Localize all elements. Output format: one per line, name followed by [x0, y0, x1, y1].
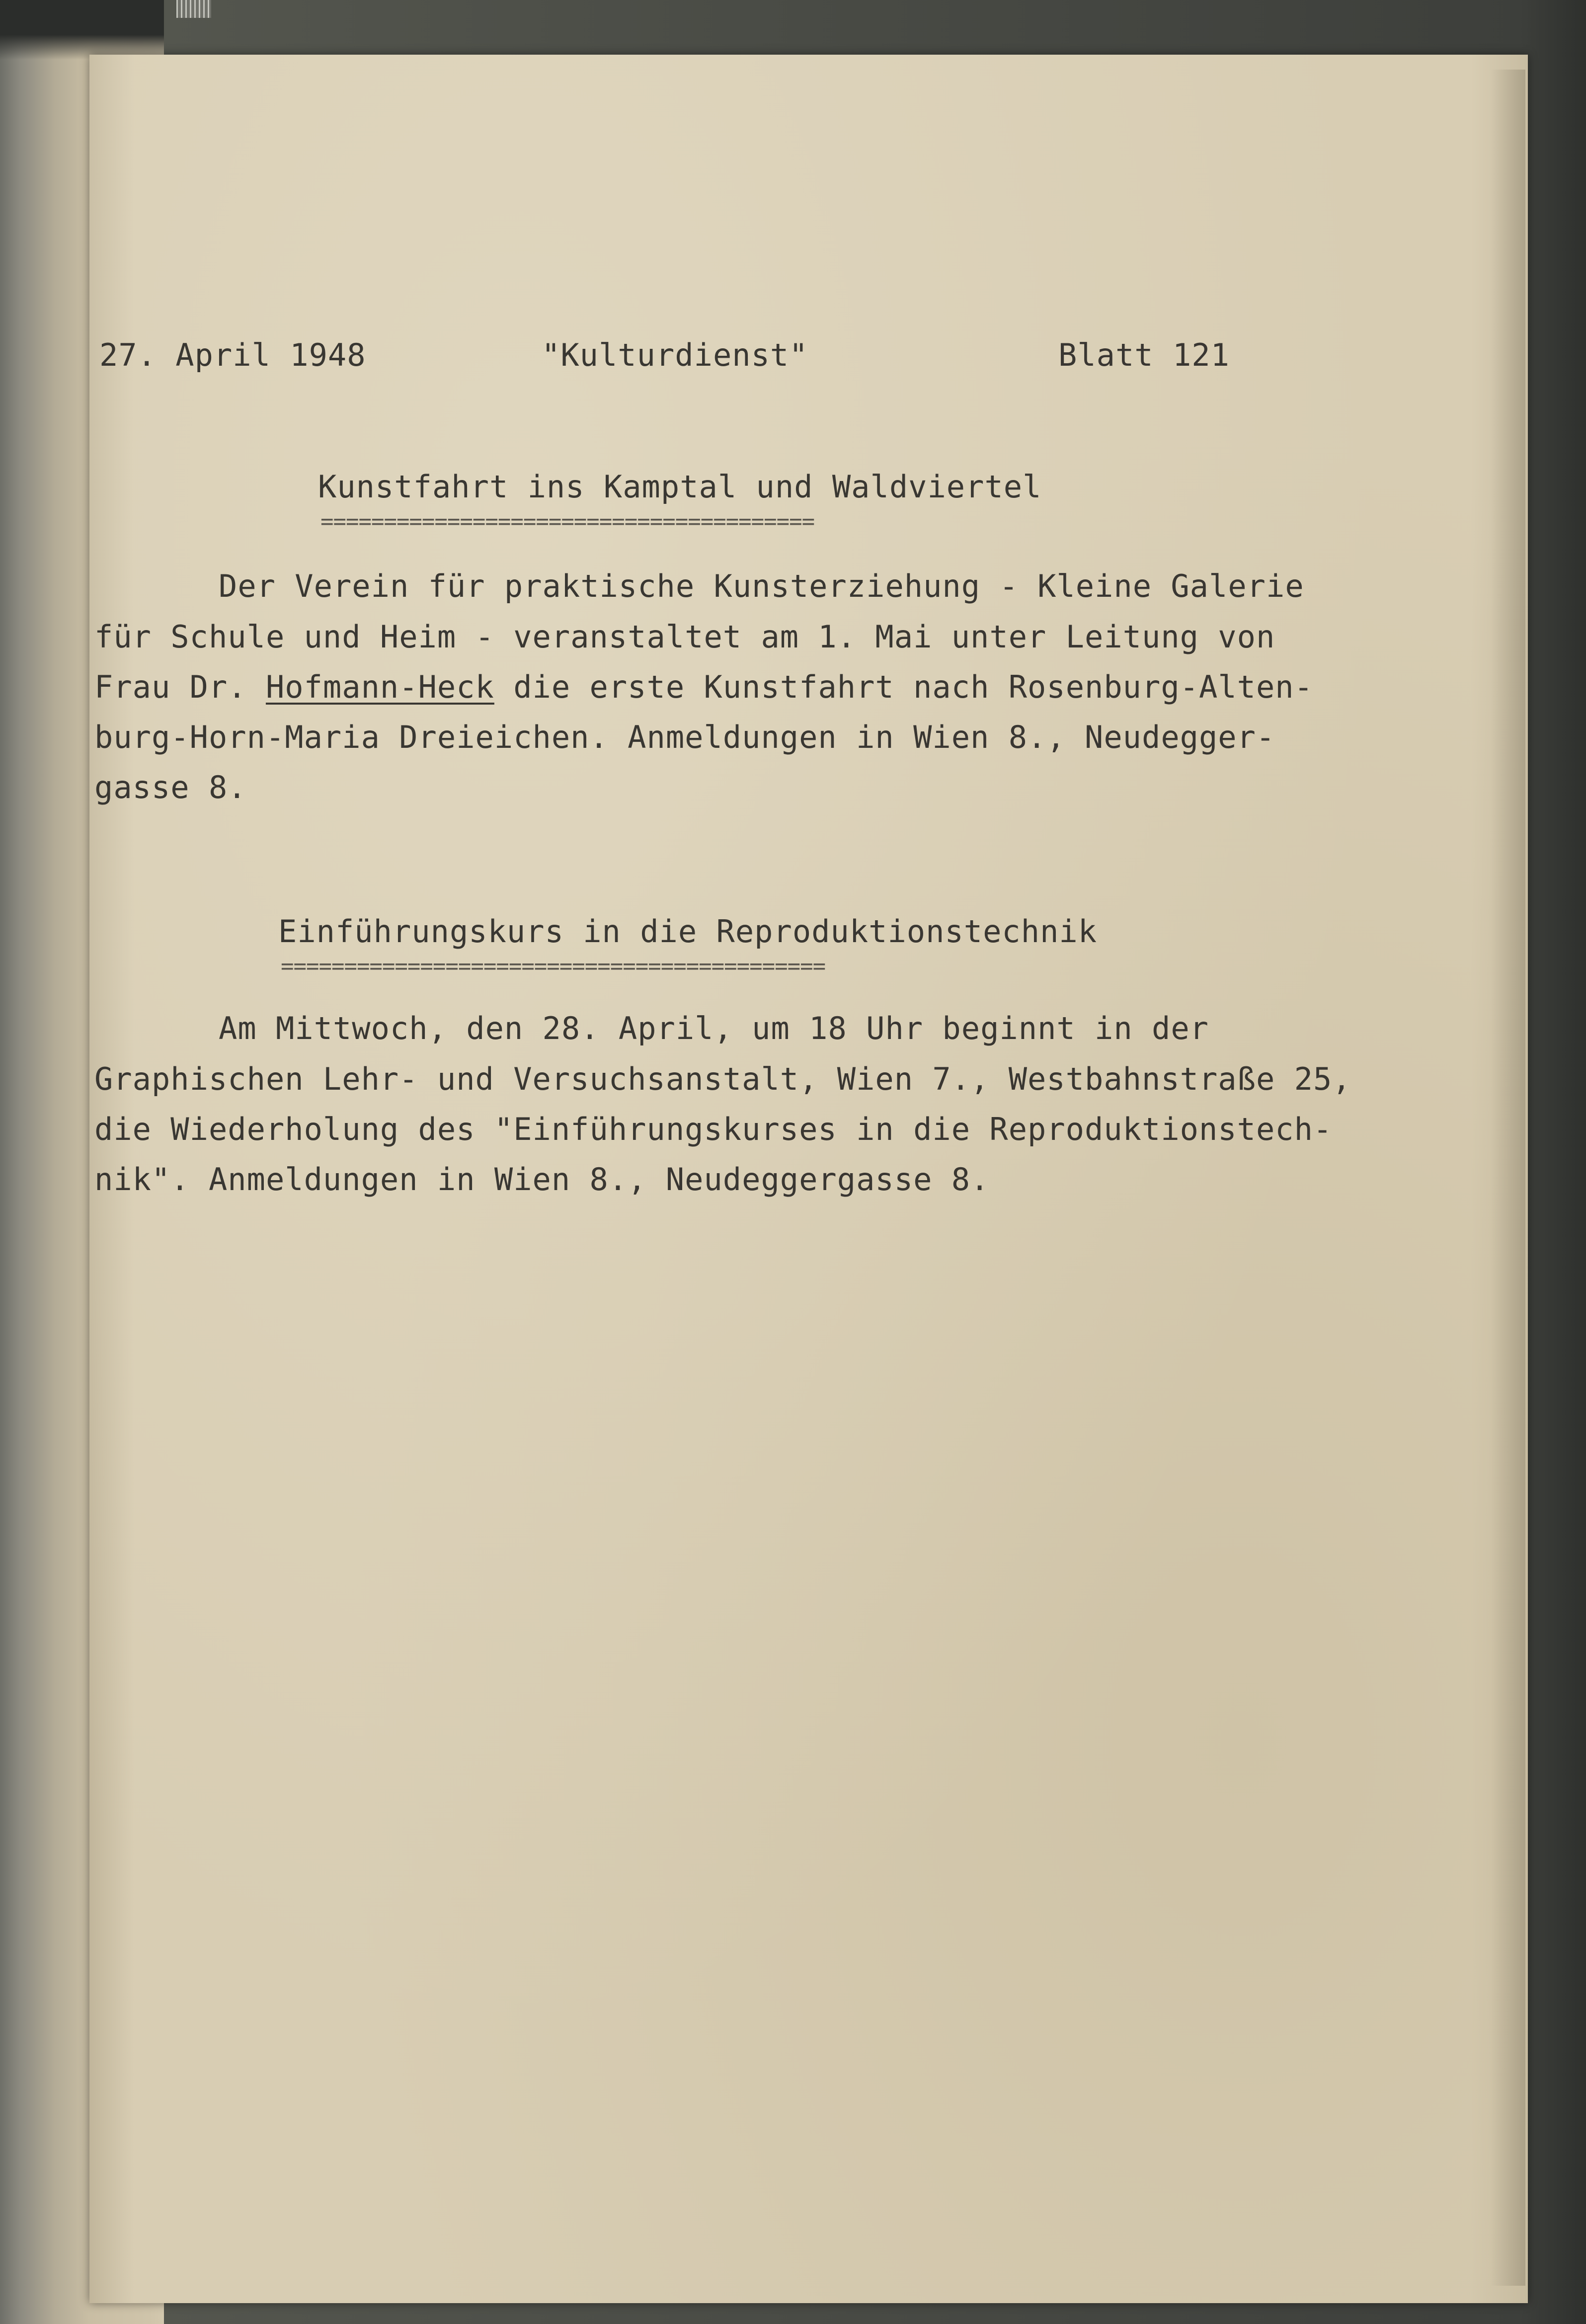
article1-line-5: gasse 8.	[94, 769, 247, 805]
article1-line-3	[94, 670, 1313, 705]
header-sheet-number: Blatt 121	[1058, 337, 1230, 373]
article2-line-3: die Wiederholung des "Einführungskurses in die Reproduktionstech-	[94, 1111, 1333, 1147]
article1-line-2: für Schule und Heim - veranstaltet am 1. Mai unter Leitung von	[94, 619, 1275, 655]
article1-line-1: Der Verein für praktische Kunsterziehung - Kleine Galerie	[219, 568, 1304, 604]
binding-shadow	[0, 0, 164, 60]
article1-heading-rule: =======================================	[320, 512, 815, 532]
article2-line-4: nik". Anmeldungen in Wien 8., Neudeggergasse 8.	[94, 1161, 990, 1198]
person-name-underlined: Hofmann-Heck	[265, 669, 494, 705]
article2-heading: Einführungskurs in die Reproduktionstechnik	[278, 913, 1098, 950]
header-title: "Kulturdienst"	[542, 337, 808, 373]
article1-line-3-end: die erste Kunstfahrt nach Rosenburg-Alten-	[494, 669, 1313, 705]
article1-heading: Kunstfahrt ins Kamptal und Waldviertel	[318, 469, 1042, 505]
article2-heading-rule: ===========================================	[281, 957, 826, 976]
header-date: 27. April 1948	[99, 337, 366, 373]
article2-line-2: Graphischen Lehr- und Versuchsanstalt, Wien 7., Westbahnstraße 25,	[94, 1061, 1351, 1097]
scan-ruler	[176, 0, 211, 18]
page-edge-shadow	[1491, 70, 1525, 2286]
article1-line-3-start: Frau Dr.	[94, 669, 266, 705]
article1-line-4: burg-Horn-Maria Dreieichen. Anmeldungen in Wien 8., Neudegger-	[94, 719, 1275, 755]
article2-line-1: Am Mittwoch, den 28. April, um 18 Uhr beginnt in der	[219, 1010, 1209, 1046]
